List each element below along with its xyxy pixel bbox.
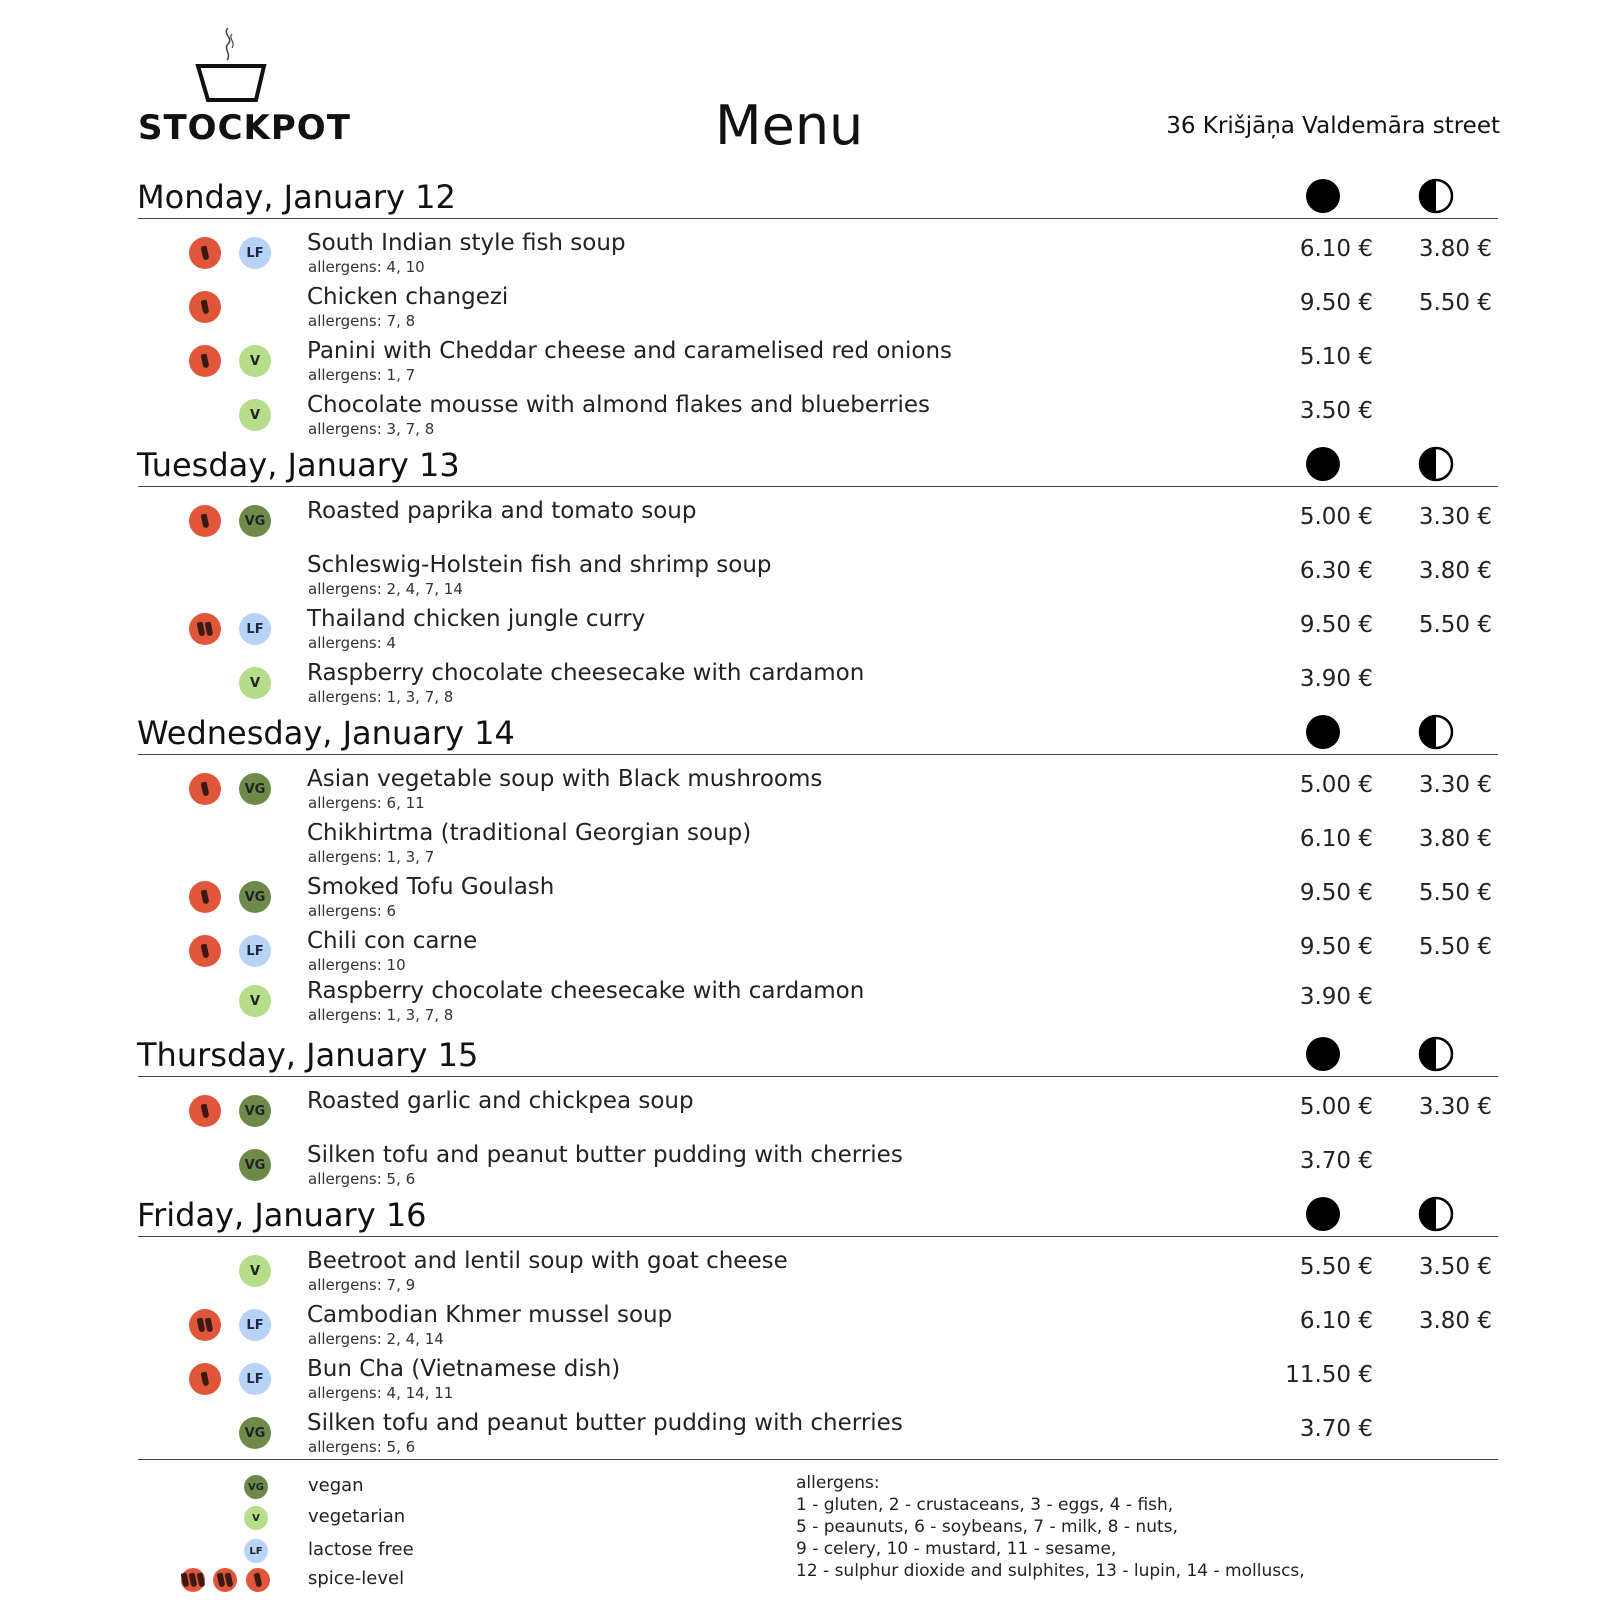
menu-item [0, 1248, 1600, 1304]
item-allergens: allergens: 6 [308, 902, 397, 920]
menu-item [0, 660, 1600, 716]
full-portion-icon [1305, 178, 1339, 212]
price-half-portion: 3.80 € [1418, 236, 1492, 262]
half-portion-icon [1418, 178, 1452, 212]
price-full-portion: 6.10 € [1299, 1308, 1373, 1334]
menu-item [0, 338, 1600, 394]
restaurant-address: 36 Krišjāņa Valdemāra street [1166, 113, 1500, 139]
item-name: Silken tofu and peanut butter pudding with cherries [307, 1142, 903, 1168]
item-allergens: allergens: 5, 6 [308, 1170, 416, 1188]
price-full-portion: 3.50 € [1299, 398, 1373, 424]
item-name: Thailand chicken jungle curry [307, 606, 646, 632]
menu-item [0, 230, 1600, 286]
menu-item [0, 606, 1600, 662]
item-name: Smoked Tofu Goulash [307, 874, 555, 900]
price-full-portion: 3.90 € [1299, 666, 1373, 692]
item-allergens: allergens: 4, 10 [308, 258, 425, 276]
price-half-portion: 3.30 € [1418, 504, 1492, 530]
day-divider [138, 754, 1498, 755]
item-name: Chocolate mousse with almond flakes and blueberries [307, 392, 931, 418]
legend-vegan-label: vegan [308, 1475, 364, 1496]
spice-1-icon [189, 773, 221, 805]
item-name: Schleswig-Holstein fish and shrimp soup [307, 552, 772, 578]
item-allergens: allergens: 1, 3, 7 [308, 848, 435, 866]
spice-2-icon [213, 1568, 237, 1592]
legend-lactose-free-label: lactose free [308, 1539, 414, 1560]
price-full-portion: 3.70 € [1299, 1416, 1373, 1442]
day-title: Thursday, January 15 [137, 1036, 479, 1074]
legend-spice-level [0, 1568, 700, 1596]
price-full-portion: 6.10 € [1299, 236, 1373, 262]
price-full-portion: 5.50 € [1299, 1254, 1373, 1280]
legend-spice-label: spice-level [308, 1568, 405, 1589]
vegan-badge-icon: VG [244, 1475, 268, 1499]
day-title: Friday, January 16 [137, 1196, 427, 1234]
spice-2-icon [189, 1309, 221, 1341]
lactose-free-badge-icon: LF [239, 1363, 271, 1395]
menu-item [0, 498, 1600, 554]
price-half-portion: 3.80 € [1418, 558, 1492, 584]
item-allergens: allergens: 4, 14, 11 [308, 1384, 454, 1402]
menu-item [0, 284, 1600, 340]
price-full-portion: 5.10 € [1299, 344, 1373, 370]
price-full-portion: 3.70 € [1299, 1148, 1373, 1174]
lactose-free-badge-icon: LF [239, 935, 271, 967]
spice-1-icon [189, 881, 221, 913]
page-title: Menu [715, 94, 864, 157]
spice-1-icon [189, 505, 221, 537]
spice-3-icon [181, 1568, 205, 1592]
item-name: Raspberry chocolate cheesecake with cardamon [307, 660, 865, 686]
day-title: Monday, January 12 [137, 178, 456, 216]
price-full-portion: 9.50 € [1299, 612, 1373, 638]
price-half-portion: 3.50 € [1418, 1254, 1492, 1280]
legend-vegetarian-label: vegetarian [308, 1506, 406, 1527]
price-full-portion: 11.50 € [1285, 1362, 1373, 1388]
vegan-badge-icon: VG [239, 1417, 271, 1449]
vegetarian-badge-icon: V [239, 667, 271, 699]
price-half-portion: 3.30 € [1418, 772, 1492, 798]
menu-item [0, 392, 1600, 448]
legend-vegan [0, 1475, 700, 1503]
vegan-badge-icon: VG [239, 881, 271, 913]
full-portion-icon [1305, 1196, 1339, 1230]
day-divider [138, 486, 1498, 487]
item-allergens: allergens: 1, 3, 7, 8 [308, 688, 454, 706]
price-full-portion: 5.00 € [1299, 1094, 1373, 1120]
menu-item [0, 874, 1600, 930]
vegan-badge-icon: VG [239, 773, 271, 805]
lactose-free-badge-icon: LF [239, 237, 271, 269]
spice-1-icon [189, 237, 221, 269]
day-title: Tuesday, January 13 [137, 446, 460, 484]
price-half-portion: 5.50 € [1418, 880, 1492, 906]
price-full-portion: 3.90 € [1299, 984, 1373, 1010]
spice-1-icon [189, 935, 221, 967]
legend-divider [138, 1459, 1498, 1460]
allergen-legend-line: 12 - sulphur dioxide and sulphites, 13 - lupin, 14 - molluscs, [796, 1561, 1305, 1581]
menu-item [0, 766, 1600, 822]
item-allergens: allergens: 10 [308, 956, 406, 974]
day-divider [138, 218, 1498, 219]
menu-item [0, 1356, 1600, 1412]
spice-2-icon [189, 613, 221, 645]
price-full-portion: 9.50 € [1299, 290, 1373, 316]
price-half-portion: 5.50 € [1418, 934, 1492, 960]
item-name: Roasted paprika and tomato soup [307, 498, 697, 524]
vegetarian-badge-icon: V [244, 1506, 268, 1530]
menu-item [0, 552, 1600, 608]
item-allergens: allergens: 2, 4, 14 [308, 1330, 444, 1348]
price-full-portion: 5.00 € [1299, 504, 1373, 530]
vegetarian-badge-icon: V [239, 345, 271, 377]
menu-item [0, 1088, 1600, 1144]
menu-item [0, 928, 1600, 984]
allergen-legend [796, 1472, 1305, 1582]
price-full-portion: 6.10 € [1299, 826, 1373, 852]
item-name: Cambodian Khmer mussel soup [307, 1302, 673, 1328]
item-name: Chikhirtma (traditional Georgian soup) [307, 820, 752, 846]
vegan-badge-icon: VG [239, 1095, 271, 1127]
menu-item [0, 1302, 1600, 1358]
vegetarian-badge-icon: V [239, 399, 271, 431]
item-name: Chili con carne [307, 928, 478, 954]
price-half-portion: 5.50 € [1418, 612, 1492, 638]
allergen-legend-line: 9 - celery, 10 - mustard, 11 - sesame, [796, 1539, 1117, 1559]
item-allergens: allergens: 6, 11 [308, 794, 425, 812]
spice-1-icon [189, 345, 221, 377]
allergen-legend-line: 1 - gluten, 2 - crustaceans, 3 - eggs, 4 - fish, [796, 1495, 1174, 1515]
item-name: Asian vegetable soup with Black mushrooms [307, 766, 823, 792]
vegan-badge-icon: VG [239, 505, 271, 537]
item-name: Panini with Cheddar cheese and caramelised red onions [307, 338, 953, 364]
lactose-free-badge-icon: LF [239, 613, 271, 645]
allergen-legend-line: 5 - peaunuts, 6 - soybeans, 7 - milk, 8 - nuts, [796, 1517, 1178, 1537]
price-full-portion: 5.00 € [1299, 772, 1373, 798]
allergen-legend-title: allergens: [796, 1473, 880, 1493]
item-name: Roasted garlic and chickpea soup [307, 1088, 694, 1114]
stockpot-logo [138, 24, 358, 154]
item-name: Raspberry chocolate cheesecake with cardamon [307, 978, 865, 1004]
lactose-free-badge-icon: LF [244, 1539, 268, 1563]
item-allergens: allergens: 2, 4, 7, 14 [308, 580, 463, 598]
legend-lactose-free [0, 1539, 700, 1567]
pot-icon [190, 24, 270, 104]
vegan-badge-icon: VG [239, 1149, 271, 1181]
spice-1-icon [189, 1363, 221, 1395]
item-name: Chicken changezi [307, 284, 509, 310]
price-half-portion: 5.50 € [1418, 290, 1492, 316]
half-portion-icon [1418, 1196, 1452, 1230]
brand-name: STOCKPOT [138, 108, 351, 148]
item-allergens: allergens: 5, 6 [308, 1438, 416, 1456]
full-portion-icon [1305, 1036, 1339, 1070]
item-allergens: allergens: 3, 7, 8 [308, 420, 435, 438]
price-full-portion: 6.30 € [1299, 558, 1373, 584]
day-divider [138, 1076, 1498, 1077]
day-divider [138, 1236, 1498, 1237]
price-half-portion: 3.80 € [1418, 1308, 1492, 1334]
legend-vegetarian [0, 1506, 700, 1534]
day-title: Wednesday, January 14 [137, 714, 515, 752]
item-allergens: allergens: 7, 9 [308, 1276, 416, 1294]
spice-1-icon [246, 1568, 270, 1592]
item-allergens: allergens: 1, 7 [308, 366, 416, 384]
vegetarian-badge-icon: V [239, 985, 271, 1017]
full-portion-icon [1305, 714, 1339, 748]
item-allergens: allergens: 1, 3, 7, 8 [308, 1006, 454, 1024]
menu-item [0, 820, 1600, 876]
half-portion-icon [1418, 714, 1452, 748]
price-half-portion: 3.80 € [1418, 826, 1492, 852]
item-name: Beetroot and lentil soup with goat cheese [307, 1248, 788, 1274]
full-portion-icon [1305, 446, 1339, 480]
item-name: Bun Cha (Vietnamese dish) [307, 1356, 621, 1382]
half-portion-icon [1418, 446, 1452, 480]
price-full-portion: 9.50 € [1299, 934, 1373, 960]
price-half-portion: 3.30 € [1418, 1094, 1492, 1120]
item-name: South Indian style fish soup [307, 230, 626, 256]
item-allergens: allergens: 7, 8 [308, 312, 416, 330]
lactose-free-badge-icon: LF [239, 1309, 271, 1341]
spice-1-icon [189, 291, 221, 323]
item-allergens: allergens: 4 [308, 634, 397, 652]
item-name: Silken tofu and peanut butter pudding with cherries [307, 1410, 903, 1436]
half-portion-icon [1418, 1036, 1452, 1070]
price-full-portion: 9.50 € [1299, 880, 1373, 906]
vegetarian-badge-icon: V [239, 1255, 271, 1287]
menu-item [0, 1142, 1600, 1198]
menu-item [0, 978, 1600, 1034]
spice-1-icon [189, 1095, 221, 1127]
